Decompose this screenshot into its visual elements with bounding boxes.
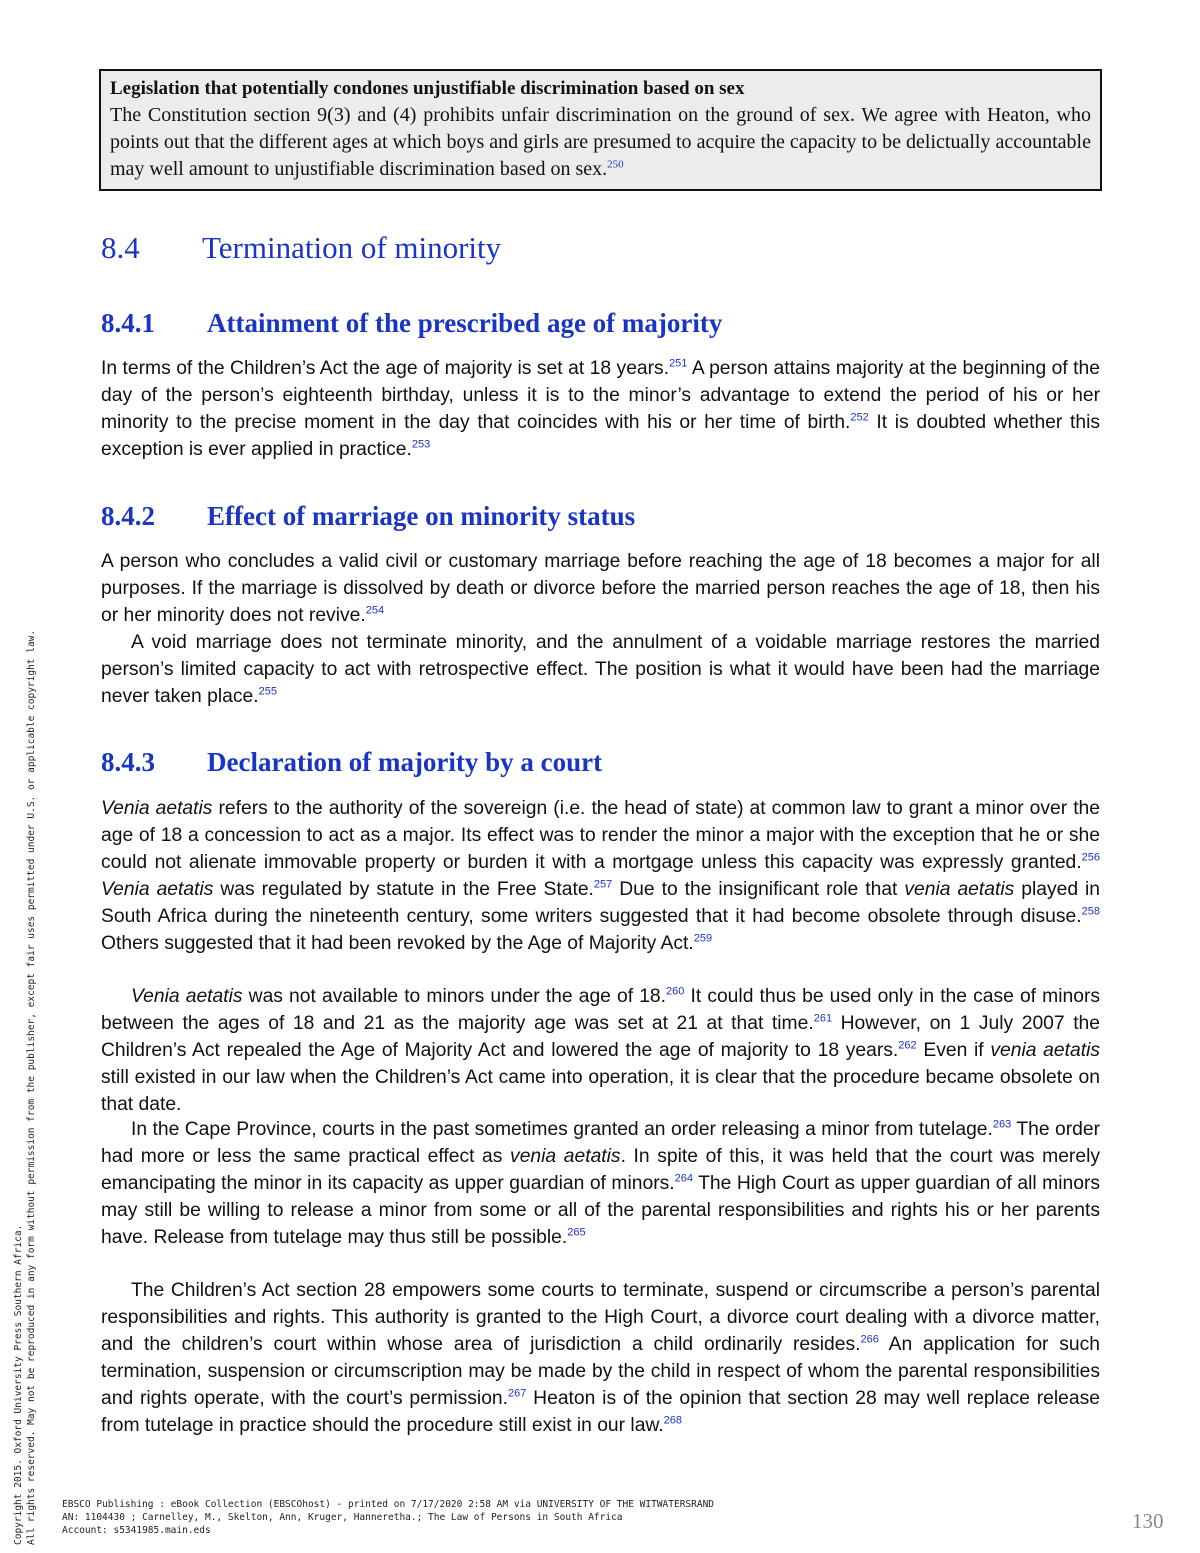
- footnote-ref[interactable]: 264: [674, 1172, 693, 1185]
- footnote-ref[interactable]: 266: [860, 1333, 879, 1346]
- subsection-title: Effect of marriage on minority status: [207, 501, 636, 531]
- footnote-ref[interactable]: 259: [693, 932, 713, 945]
- subsection-heading-8-4-2: [101, 501, 635, 532]
- copyright-notice: Copyright 2015. Oxford University Press Southern Africa. All rights reserved. May not be reproduced in any form without permission from the publisher, except fair uses permitted under U.S. or applicable copyright law.: [13, 629, 37, 1545]
- subsection-title: Attainment of the prescribed age of majority: [207, 308, 723, 338]
- paragraph: A person who concludes a valid civil or customary marriage before reaching the age of 18 becomes a major for all purposes. If the marriage is dissolved by death or divorce before the married person reaches the age of 18, then his or her minority does not revive.$^{254}$: [101, 551, 1100, 626]
- footnote-ref[interactable]: 267: [508, 1387, 527, 1400]
- paragraph: In terms of the Children’s Act the age of majority is set at 18 years.$^{251}$ A person attains majority at the beginning of the day of the person’s eighteenth birthday, unless it is to the minor’s advantage to extend the period of his or her minority to the precise moment in the day that coincides with his or her time of birth.$^{252}$ It is doubted whether this exception is ever applied in practice.$^{253}$: [101, 357, 1100, 460]
- subsection-heading-8-4-1: [101, 308, 722, 339]
- footnote-ref[interactable]: 255: [258, 685, 277, 698]
- footnote-ref[interactable]: 253: [411, 438, 431, 451]
- section-heading: [101, 230, 501, 266]
- footnote-ref[interactable]: 261: [813, 1012, 833, 1025]
- footnote-ref[interactable]: 250: [607, 158, 624, 171]
- discrimination-box: [99, 69, 1102, 191]
- section-title: Termination of minority: [202, 230, 502, 265]
- subsection-number: 8.4.3: [101, 747, 155, 777]
- paragraph: Venia aetatis was not available to minors under the age of 18.$^{260}$ It could thus be used only in the case of minors between the ages of 18 and 21 as the majority age was set at 21 at that time.$^{261}$ However, on 1 July 2007 the Children’s Act repealed the Age of Majority Act and lowered the age of majority to 18 years.$^{262}$ Even if venia aetatis still existed in our law when the Children’s Act came into operation, it is clear that the procedure became obsolete on that date.: [101, 985, 1101, 1115]
- footnote-ref[interactable]: 254: [365, 604, 385, 617]
- footnote-ref[interactable]: 265: [567, 1226, 586, 1239]
- paragraph: The Children’s Act section 28 empowers some courts to terminate, suspend or circumscribe a person’s parental responsibilities and rights. This authority is granted to the High Court, a divorce court dealing with a divorce matter, and the children’s court within whose area of jurisdiction a child ordinarily resides.$^{266}$ An application for such termination, suspension or circumscription may be made by the child in respect of whom the parental responsibilities and rights operate, with the court’s permission.$^{267}$ Heaton is of the opinion that section 28 may well replace release from tutelage in practice should the procedure still exist in our law.$^{268}$: [101, 1280, 1100, 1436]
- subsection-number: 8.4.1: [101, 308, 155, 338]
- paragraph: Venia aetatis refers to the authority of the sovereign (i.e. the head of state) at common law to grant a minor over the age of 18 a concession to act as a major. Its effect was to render the minor a major with the exception that he or she could not alienate immovable property or burden it with a mortgage unless this capacity was expressly granted.$^{256}$ Venia aetatis was regulated by statute in the Free State.$^{257}$ Due to the insignificant role that venia aetatis played in South Africa during the nineteenth century, some writers suggested that it had become obsolete through disuse.$^{258}$ Others suggested that it had been revoked by the Age of Majority Act.$^{259}$: [101, 798, 1101, 954]
- paragraph: A void marriage does not terminate minority, and the annulment of a voidable marriage restores the married person’s limited capacity to act with retrospective effect. The position is what it would have been had the marriage never taken place.$^{255}$: [101, 632, 1100, 707]
- footnote-ref[interactable]: 257: [593, 878, 613, 891]
- footnote-ref[interactable]: 256: [1081, 851, 1100, 864]
- footnote-ref[interactable]: 263: [992, 1118, 1012, 1131]
- section-number: 8.4: [101, 230, 140, 265]
- box-title: Legislation that potentially condones unjustifiable discrimination based on sex: [110, 78, 745, 99]
- footnote-ref[interactable]: 260: [666, 985, 685, 998]
- subsection-heading-8-4-3: [101, 747, 602, 778]
- footnote-ref[interactable]: 251: [669, 357, 688, 370]
- box-body: The Constitution section 9(3) and (4) prohibits unfair discrimination on the ground of sex. We agree with Heaton, who points out that the different ages at which boys and girls are presumed to acquire the capacity to be delictually accountable may well amount to unjustifiable discrimination based on sex.$^{250}$: [110, 104, 1091, 180]
- ebsco-footer: EBSCO Publishing : eBook Collection (EBSCOhost) - printed on 7/17/2020 2:58 AM via UNIVERSITY OF THE WITWATERSRAND AN: 1104430 ; Carnelley, M., Skelton, Ann, Kruger, Hanneretha.; The Law of Persons in South Africa Account: s5341985.main.eds: [62, 1499, 715, 1536]
- subsection-title: Declaration of majority by a court: [207, 747, 603, 777]
- footnote-ref[interactable]: 262: [898, 1039, 917, 1052]
- footnote-ref[interactable]: 258: [1081, 905, 1100, 918]
- subsection-number: 8.4.2: [101, 501, 155, 531]
- page-number: 130: [1132, 1509, 1164, 1533]
- footnote-ref[interactable]: 252: [850, 411, 869, 424]
- footnote-ref[interactable]: 268: [663, 1414, 683, 1427]
- paragraph: In the Cape Province, courts in the past sometimes granted an order releasing a minor from tutelage.$^{263}$ The order had more or less the same practical effect as venia aetatis. In spite of this, it was held that the court was merely emancipating the minor in its capacity as upper guardian of minors.$^{264}$ The High Court as upper guardian of all minors may still be willing to release a minor from some or all of the parental responsibilities and rights his or her parents have. Release from tutelage may thus still be possible.$^{265}$: [101, 1118, 1100, 1248]
